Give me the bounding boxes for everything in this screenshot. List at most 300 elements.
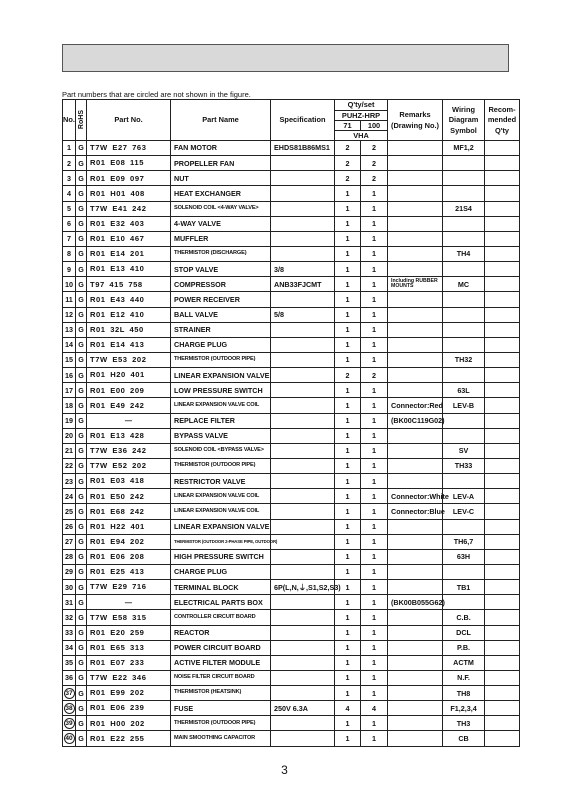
table-row <box>63 322 520 337</box>
row-number: 20 <box>63 428 76 443</box>
table-row <box>63 383 520 398</box>
row-number: 28 <box>63 549 76 564</box>
row-remarks <box>388 246 443 261</box>
row-recommended-qty <box>485 246 520 261</box>
row-qty-71: 1 <box>335 489 361 504</box>
row-specification <box>271 504 335 519</box>
row-specification: ANB33FJCMT <box>271 277 335 292</box>
row-specification <box>271 322 335 337</box>
row-remarks <box>388 428 443 443</box>
table-row <box>63 337 520 352</box>
row-qty-100: 1 <box>361 549 388 564</box>
row-number: 24 <box>63 489 76 504</box>
row-specification <box>271 731 335 746</box>
table-row <box>63 519 520 534</box>
row-qty-100: 1 <box>361 307 388 322</box>
row-specification <box>271 610 335 625</box>
row-wiring-symbol: SV <box>443 443 485 458</box>
row-specification <box>271 640 335 655</box>
row-part-no: R01 E50 242 <box>87 489 171 504</box>
row-part-name: ELECTRICAL PARTS BOX <box>171 595 271 610</box>
row-part-name: HIGH PRESSURE SWITCH <box>171 549 271 564</box>
row-remarks <box>388 701 443 716</box>
row-number: 7 <box>63 231 76 246</box>
row-rohs: G <box>76 216 87 231</box>
header-recommended-qty <box>485 100 520 141</box>
row-remarks: Connector:White <box>388 489 443 504</box>
row-specification <box>271 156 335 171</box>
header-col-100: 100 <box>361 121 388 131</box>
row-qty-100: 1 <box>361 731 388 746</box>
row-specification: 250V 6.3A <box>271 701 335 716</box>
table-row <box>63 246 520 261</box>
row-wiring-symbol <box>443 186 485 201</box>
row-part-no: — <box>87 413 171 428</box>
row-qty-71: 1 <box>335 640 361 655</box>
row-part-name: THERMISTOR (HEATSINK) <box>171 686 271 701</box>
row-qty-71: 1 <box>335 625 361 640</box>
row-number: 21 <box>63 443 76 458</box>
row-qty-100: 1 <box>361 383 388 398</box>
row-part-name: LINEAR EXPANSION VALVE COIL <box>171 489 271 504</box>
row-qty-100: 1 <box>361 534 388 549</box>
row-wiring-symbol: LEV-B <box>443 398 485 413</box>
row-part-name: THERMISTOR (OUTDOOR PIPE) <box>171 458 271 473</box>
row-qty-100: 1 <box>361 474 388 489</box>
row-qty-100: 1 <box>361 337 388 352</box>
table-row <box>63 640 520 655</box>
row-recommended-qty <box>485 580 520 595</box>
parts-table <box>62 99 520 747</box>
table-row <box>63 731 520 746</box>
row-remarks <box>388 716 443 731</box>
row-part-no: R01 H01 408 <box>87 186 171 201</box>
row-remarks <box>388 534 443 549</box>
row-qty-71: 1 <box>335 428 361 443</box>
row-rohs: G <box>76 277 87 292</box>
row-recommended-qty <box>485 322 520 337</box>
row-number: 9 <box>63 262 76 277</box>
row-rohs: G <box>76 141 87 156</box>
row-specification <box>271 686 335 701</box>
row-remarks <box>388 655 443 670</box>
row-rohs: G <box>76 564 87 579</box>
row-remarks <box>388 443 443 458</box>
row-part-no: R01 E08 115 <box>87 156 171 171</box>
row-part-no: R01 E94 202 <box>87 534 171 549</box>
row-part-name: THERMISTOR (OUTDOOR PIPE) <box>171 352 271 367</box>
row-wiring-symbol <box>443 368 485 383</box>
row-qty-71: 1 <box>335 201 361 216</box>
row-number: 5 <box>63 201 76 216</box>
row-specification <box>271 171 335 186</box>
header-part-name: Part Name <box>171 100 271 141</box>
row-rohs: G <box>76 322 87 337</box>
row-qty-100: 1 <box>361 216 388 231</box>
row-wiring-symbol <box>443 322 485 337</box>
row-remarks: (BK00C119G02) <box>388 413 443 428</box>
row-wiring-symbol: CB <box>443 731 485 746</box>
row-number: 4 <box>63 186 76 201</box>
row-number: 16 <box>63 368 76 383</box>
row-recommended-qty <box>485 307 520 322</box>
row-part-no: T7W E29 716 <box>87 580 171 595</box>
header-vha: VHA <box>335 131 388 141</box>
row-part-no: R01 E43 440 <box>87 292 171 307</box>
row-rohs: G <box>76 231 87 246</box>
row-specification <box>271 519 335 534</box>
row-qty-100: 1 <box>361 231 388 246</box>
row-rohs: G <box>76 625 87 640</box>
row-remarks <box>388 186 443 201</box>
row-recommended-qty <box>485 262 520 277</box>
header-remarks <box>388 100 443 141</box>
row-recommended-qty <box>485 549 520 564</box>
row-wiring-symbol: P.B. <box>443 640 485 655</box>
row-part-no: R01 E13 410 <box>87 262 171 277</box>
row-qty-100: 1 <box>361 322 388 337</box>
row-part-name: NOISE FILTER CIRCUIT BOARD <box>171 670 271 685</box>
table-row <box>63 413 520 428</box>
row-rohs: G <box>76 368 87 383</box>
row-part-no: R01 E03 418 <box>87 474 171 489</box>
row-wiring-symbol <box>443 216 485 231</box>
row-number: 23 <box>63 474 76 489</box>
row-part-no: R01 E00 209 <box>87 383 171 398</box>
row-qty-71: 1 <box>335 534 361 549</box>
row-part-no: R01 H22 401 <box>87 519 171 534</box>
table-row <box>63 655 520 670</box>
table-row <box>63 277 520 292</box>
row-part-no: R01 E07 233 <box>87 655 171 670</box>
row-part-no: T97 415 758 <box>87 277 171 292</box>
parts-table-body <box>63 141 520 747</box>
row-part-name: BYPASS VALVE <box>171 428 271 443</box>
table-row <box>63 262 520 277</box>
row-remarks <box>388 231 443 246</box>
row-remarks <box>388 141 443 156</box>
row-recommended-qty <box>485 564 520 579</box>
row-part-no: R01 E14 413 <box>87 337 171 352</box>
row-rohs: G <box>76 307 87 322</box>
header-no: No. <box>63 100 76 141</box>
row-specification <box>271 201 335 216</box>
row-rohs: G <box>76 716 87 731</box>
row-number: 22 <box>63 458 76 473</box>
row-part-name: LINEAR EXPANSION VALVE <box>171 368 271 383</box>
row-number: 35 <box>63 655 76 670</box>
row-specification: EHDS81B86MS1 <box>271 141 335 156</box>
row-part-name: TERMINAL BLOCK <box>171 580 271 595</box>
row-part-name: SOLENOID COIL <4-WAY VALVE> <box>171 201 271 216</box>
row-qty-100: 1 <box>361 686 388 701</box>
row-specification: 3/8 <box>271 262 335 277</box>
row-specification <box>271 474 335 489</box>
row-wiring-symbol: TH32 <box>443 352 485 367</box>
row-recommended-qty <box>485 655 520 670</box>
header-col-71: 71 <box>335 121 361 131</box>
row-qty-71: 1 <box>335 413 361 428</box>
row-wiring-symbol <box>443 337 485 352</box>
row-remarks <box>388 156 443 171</box>
row-recommended-qty <box>485 458 520 473</box>
header-part-no: Part No. <box>87 100 171 141</box>
row-qty-71: 1 <box>335 307 361 322</box>
row-rohs: G <box>76 398 87 413</box>
row-wiring-symbol <box>443 519 485 534</box>
row-number: 25 <box>63 504 76 519</box>
row-wiring-symbol <box>443 428 485 443</box>
row-rohs: G <box>76 686 87 701</box>
row-recommended-qty <box>485 443 520 458</box>
row-recommended-qty <box>485 519 520 534</box>
row-qty-100: 1 <box>361 398 388 413</box>
row-part-no: R01 H00 202 <box>87 716 171 731</box>
row-number: 2 <box>63 156 76 171</box>
row-part-name: THERMISTOR (DISCHARGE) <box>171 246 271 261</box>
row-part-name: LOW PRESSURE SWITCH <box>171 383 271 398</box>
table-row <box>63 504 520 519</box>
row-qty-71: 1 <box>335 716 361 731</box>
row-recommended-qty <box>485 231 520 246</box>
row-part-name: THERMISTOR (OUTDOOR PIPE) <box>171 716 271 731</box>
row-number: 32 <box>63 610 76 625</box>
header-wiring-symbol <box>443 100 485 141</box>
row-qty-100: 2 <box>361 171 388 186</box>
row-remarks <box>388 564 443 579</box>
row-number: 11 <box>63 292 76 307</box>
row-qty-100: 1 <box>361 413 388 428</box>
row-recommended-qty <box>485 428 520 443</box>
row-remarks <box>388 670 443 685</box>
row-wiring-symbol <box>443 156 485 171</box>
row-part-name: BALL VALVE <box>171 307 271 322</box>
header-recom: Recom- <box>488 104 516 114</box>
row-part-name: LINEAR EXPANSION VALVE COIL <box>171 504 271 519</box>
row-rohs: G <box>76 292 87 307</box>
row-rohs: G <box>76 443 87 458</box>
row-rohs: G <box>76 610 87 625</box>
row-qty-71: 1 <box>335 231 361 246</box>
row-number: 19 <box>63 413 76 428</box>
row-qty-71: 2 <box>335 156 361 171</box>
row-rohs: G <box>76 383 87 398</box>
table-row <box>63 307 520 322</box>
row-number: 34 <box>63 640 76 655</box>
row-wiring-symbol: MC <box>443 277 485 292</box>
row-qty-71: 1 <box>335 610 361 625</box>
row-recommended-qty <box>485 504 520 519</box>
header-remarks-label: Remarks <box>399 110 431 120</box>
table-row <box>63 141 520 156</box>
row-specification <box>271 655 335 670</box>
row-part-name: MAIN SMOOTHING CAPACITOR <box>171 731 271 746</box>
header-rohs <box>76 100 87 141</box>
row-specification <box>271 428 335 443</box>
row-recommended-qty <box>485 201 520 216</box>
row-recommended-qty <box>485 216 520 231</box>
table-row <box>63 625 520 640</box>
table-row <box>63 716 520 731</box>
row-remarks <box>388 731 443 746</box>
row-qty-71: 1 <box>335 670 361 685</box>
header-qty-set: Q'ty/set <box>335 100 388 111</box>
table-row <box>63 670 520 685</box>
row-rohs: G <box>76 413 87 428</box>
row-number: 10 <box>63 277 76 292</box>
row-part-no: — <box>87 595 171 610</box>
row-recommended-qty <box>485 368 520 383</box>
row-part-no: T7W E58 315 <box>87 610 171 625</box>
row-rohs: G <box>76 156 87 171</box>
row-qty-71: 1 <box>335 580 361 595</box>
table-row <box>63 156 520 171</box>
row-wiring-symbol: N.F. <box>443 670 485 685</box>
row-part-name: ACTIVE FILTER MODULE <box>171 655 271 670</box>
row-rohs: G <box>76 504 87 519</box>
row-recommended-qty <box>485 716 520 731</box>
row-number: 31 <box>63 595 76 610</box>
row-qty-100: 1 <box>361 201 388 216</box>
row-number-text: 39 <box>65 719 73 727</box>
row-part-no: R01 E06 208 <box>87 549 171 564</box>
row-part-no: T7W E36 242 <box>87 443 171 458</box>
row-qty-100: 1 <box>361 625 388 640</box>
table-row <box>63 201 520 216</box>
row-part-name: FAN MOTOR <box>171 141 271 156</box>
row-remarks <box>388 625 443 640</box>
row-recommended-qty <box>485 610 520 625</box>
row-specification <box>271 231 335 246</box>
header-wiring: Wiring <box>452 104 475 114</box>
row-qty-100: 1 <box>361 489 388 504</box>
row-number-text: 40 <box>65 735 73 743</box>
row-part-name: LINEAR EXPANSION VALVE <box>171 519 271 534</box>
row-specification <box>271 186 335 201</box>
row-specification <box>271 216 335 231</box>
header-specification: Specification <box>271 100 335 141</box>
row-qty-71: 1 <box>335 277 361 292</box>
row-number-text: 37 <box>65 689 73 697</box>
row-number <box>63 701 76 716</box>
row-recommended-qty <box>485 489 520 504</box>
row-remarks <box>388 307 443 322</box>
row-recommended-qty <box>485 625 520 640</box>
row-number: 14 <box>63 337 76 352</box>
table-row <box>63 398 520 413</box>
row-qty-71: 1 <box>335 595 361 610</box>
row-part-no: R01 E65 313 <box>87 640 171 655</box>
row-remarks <box>388 292 443 307</box>
row-qty-100: 1 <box>361 640 388 655</box>
row-qty-71: 1 <box>335 352 361 367</box>
row-part-no: R01 E10 467 <box>87 231 171 246</box>
row-recommended-qty <box>485 595 520 610</box>
table-row <box>63 686 520 701</box>
row-qty-71: 2 <box>335 141 361 156</box>
row-wiring-symbol: TH33 <box>443 458 485 473</box>
row-remarks: Including RUBBER MOUNTS <box>388 277 443 292</box>
row-part-name: PROPELLER FAN <box>171 156 271 171</box>
row-part-name: THERMISTOR (OUTDOOR 2-PHASE PIPE, OUTDOOR) <box>171 534 271 549</box>
row-number-text: 38 <box>65 704 73 712</box>
row-qty-100: 1 <box>361 262 388 277</box>
row-part-name: POWER CIRCUIT BOARD <box>171 640 271 655</box>
row-recommended-qty <box>485 141 520 156</box>
row-remarks <box>388 686 443 701</box>
row-part-name: CHARGE PLUG <box>171 564 271 579</box>
row-qty-71: 1 <box>335 519 361 534</box>
row-remarks <box>388 580 443 595</box>
row-remarks <box>388 383 443 398</box>
row-part-no: R01 E12 410 <box>87 307 171 322</box>
row-part-no: R01 E06 239 <box>87 701 171 716</box>
row-number <box>63 686 76 701</box>
row-remarks <box>388 549 443 564</box>
row-qty-71: 1 <box>335 686 361 701</box>
row-specification <box>271 625 335 640</box>
row-part-no: R01 E25 413 <box>87 564 171 579</box>
row-part-no: T7W E22 346 <box>87 670 171 685</box>
row-wiring-symbol: ACTM <box>443 655 485 670</box>
row-recommended-qty <box>485 670 520 685</box>
row-specification <box>271 534 335 549</box>
row-qty-71: 1 <box>335 292 361 307</box>
table-row <box>63 428 520 443</box>
row-recommended-qty <box>485 156 520 171</box>
row-specification <box>271 292 335 307</box>
row-specification <box>271 443 335 458</box>
row-number: 18 <box>63 398 76 413</box>
table-row <box>63 186 520 201</box>
row-number: 6 <box>63 216 76 231</box>
row-specification <box>271 413 335 428</box>
row-qty-71: 2 <box>335 368 361 383</box>
row-qty-100: 1 <box>361 655 388 670</box>
row-specification: 6P(L,N,⏚,S1,S2,S3) <box>271 580 335 595</box>
row-wiring-symbol <box>443 231 485 246</box>
row-specification <box>271 716 335 731</box>
table-row <box>63 701 520 716</box>
row-remarks: Connector:Blue <box>388 504 443 519</box>
row-number: 13 <box>63 322 76 337</box>
table-row <box>63 352 520 367</box>
row-number: 27 <box>63 534 76 549</box>
row-wiring-symbol: 21S4 <box>443 201 485 216</box>
row-wiring-symbol: 63H <box>443 549 485 564</box>
row-qty-71: 1 <box>335 186 361 201</box>
row-qty-71: 1 <box>335 504 361 519</box>
table-row <box>63 564 520 579</box>
row-qty-71: 4 <box>335 701 361 716</box>
table-row <box>63 580 520 595</box>
row-wiring-symbol: TH4 <box>443 246 485 261</box>
row-wiring-symbol: LEV-C <box>443 504 485 519</box>
row-part-name: RESTRICTOR VALVE <box>171 474 271 489</box>
row-part-no: R01 E49 242 <box>87 398 171 413</box>
row-number: 1 <box>63 141 76 156</box>
row-rohs: G <box>76 186 87 201</box>
row-rohs: G <box>76 595 87 610</box>
row-wiring-symbol <box>443 595 485 610</box>
row-qty-100: 1 <box>361 504 388 519</box>
row-part-name: FUSE <box>171 701 271 716</box>
row-part-no: R01 E13 428 <box>87 428 171 443</box>
row-qty-100: 1 <box>361 670 388 685</box>
row-part-name: STOP VALVE <box>171 262 271 277</box>
row-wiring-symbol: LEV-A <box>443 489 485 504</box>
row-specification <box>271 337 335 352</box>
